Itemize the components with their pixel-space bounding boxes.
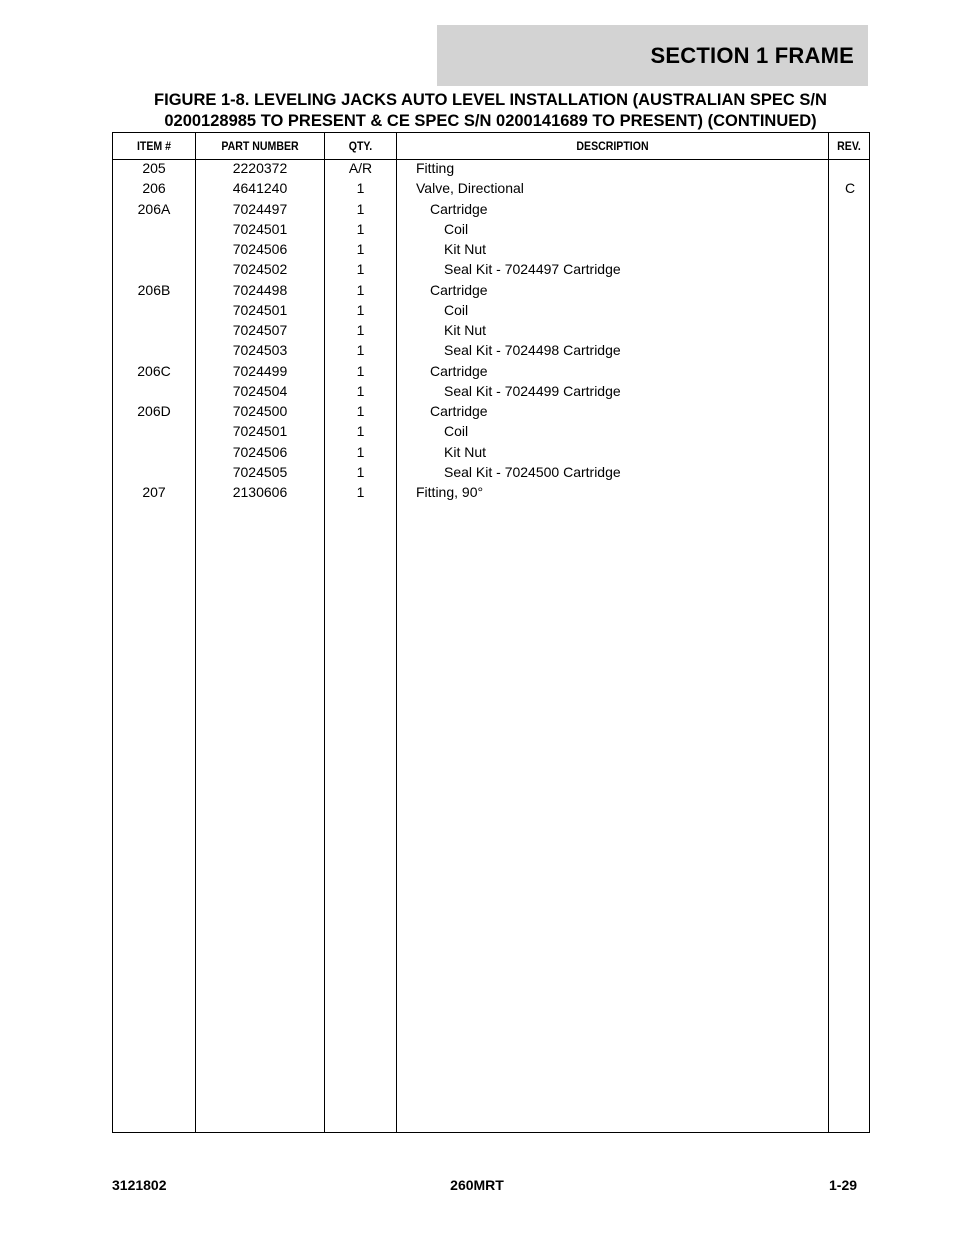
table-row (113, 402, 869, 422)
item-cell: 206B (137, 281, 171, 298)
table-row (113, 240, 869, 260)
header-rev: REV. (837, 139, 861, 153)
part-number-cell: 2130606 (232, 484, 288, 500)
table-row (113, 301, 869, 321)
description-cell: Valve, Directional (416, 180, 524, 197)
qty-cell: 1 (356, 484, 365, 500)
item-cell: 206C (137, 362, 171, 379)
description-cell: Seal Kit - 7024499 Cartridge (444, 382, 621, 399)
description-cell: Cartridge (430, 362, 488, 379)
part-number-cell: 7024506 (232, 443, 288, 460)
part-number-cell: 7024498 (232, 281, 288, 298)
table-row (113, 382, 869, 402)
header-part-number: PART NUMBER (221, 139, 299, 153)
item-cell: 207 (142, 484, 166, 500)
description-cell: Seal Kit - 7024498 Cartridge (444, 342, 621, 359)
part-number-cell: 7024497 (232, 200, 288, 217)
qty-cell: 1 (356, 362, 365, 379)
table-row (113, 483, 869, 503)
part-number-cell: 2220372 (232, 160, 288, 176)
description-cell: Cartridge (430, 200, 488, 217)
qty-cell: 1 (356, 180, 365, 197)
part-number-cell: 7024501 (232, 220, 288, 237)
qty-cell: 1 (356, 261, 365, 278)
parts-table (112, 132, 870, 1133)
table-row (113, 281, 869, 301)
description-cell: Coil (444, 423, 469, 440)
qty-cell: 1 (356, 301, 365, 318)
item-cell: 206D (137, 403, 171, 419)
figure-title-line-2: 0200128985 TO PRESENT & CE SPEC S/N 0200141689 TO PRESENT) (CONTINUED) (164, 112, 817, 130)
part-number-cell: 7024505 (232, 463, 288, 480)
section-title: SECTION 1 FRAME (650, 42, 854, 68)
qty-cell: 1 (356, 200, 365, 217)
table-row (113, 220, 869, 240)
section-header (437, 25, 868, 86)
figure-title-line-1: FIGURE 1-8. LEVELING JACKS AUTO LEVEL INSTALLATION (AUSTRALIAN SPEC S/N (154, 91, 827, 109)
table-row (113, 443, 869, 463)
header-description: DESCRIPTION (576, 139, 649, 153)
qty-cell: 1 (356, 443, 365, 460)
table-row (113, 422, 869, 442)
table-row (113, 362, 869, 382)
table-row (113, 321, 869, 341)
description-cell: Fitting, 90° (416, 484, 484, 500)
qty-cell: 1 (356, 382, 365, 399)
description-cell: Kit Nut (444, 322, 487, 338)
footer-model: 260MRT (450, 1177, 504, 1193)
description-cell: Kit Nut (444, 443, 487, 460)
description-cell: Kit Nut (444, 241, 487, 257)
part-number-cell: 7024500 (232, 403, 288, 419)
qty-cell: A/R (348, 160, 373, 176)
item-cell: 206 (142, 180, 166, 197)
figure-title (112, 90, 869, 132)
qty-cell: 1 (356, 342, 365, 359)
description-cell: Coil (444, 220, 469, 237)
qty-cell: 1 (356, 241, 365, 257)
footer-page-number: 1-29 (829, 1177, 858, 1193)
part-number-cell: 7024501 (232, 301, 288, 318)
part-number-cell: 7024507 (232, 322, 288, 338)
table-row (113, 463, 869, 483)
table-row (113, 200, 869, 220)
table-row (113, 159, 869, 179)
description-cell: Coil (444, 301, 469, 318)
description-cell: Fitting (416, 160, 455, 176)
qty-cell: 1 (356, 463, 365, 480)
item-cell: 206A (137, 200, 171, 217)
rev-cell: C (844, 180, 856, 197)
qty-cell: 1 (356, 281, 365, 298)
description-cell: Cartridge (430, 403, 488, 419)
header-qty: QTY. (348, 139, 373, 153)
qty-cell: 1 (356, 220, 365, 237)
part-number-cell: 7024506 (232, 241, 288, 257)
part-number-cell: 7024499 (232, 362, 288, 379)
description-cell: Cartridge (430, 281, 488, 298)
description-cell: Seal Kit - 7024497 Cartridge (444, 261, 621, 278)
part-number-cell: 7024502 (232, 261, 288, 278)
description-cell: Seal Kit - 7024500 Cartridge (444, 463, 621, 480)
footer-doc-number: 3121802 (112, 1177, 167, 1193)
table-row (113, 341, 869, 361)
table-row (113, 260, 869, 280)
part-number-cell: 7024504 (232, 382, 288, 399)
qty-cell: 1 (356, 322, 365, 338)
qty-cell: 1 (356, 423, 365, 440)
table-body (113, 159, 869, 503)
header-item: ITEM # (136, 139, 172, 153)
part-number-cell: 4641240 (232, 180, 288, 197)
qty-cell: 1 (356, 403, 365, 419)
table-row (113, 179, 869, 199)
part-number-cell: 7024501 (232, 423, 288, 440)
item-cell: 205 (142, 160, 166, 176)
part-number-cell: 7024503 (232, 342, 288, 359)
